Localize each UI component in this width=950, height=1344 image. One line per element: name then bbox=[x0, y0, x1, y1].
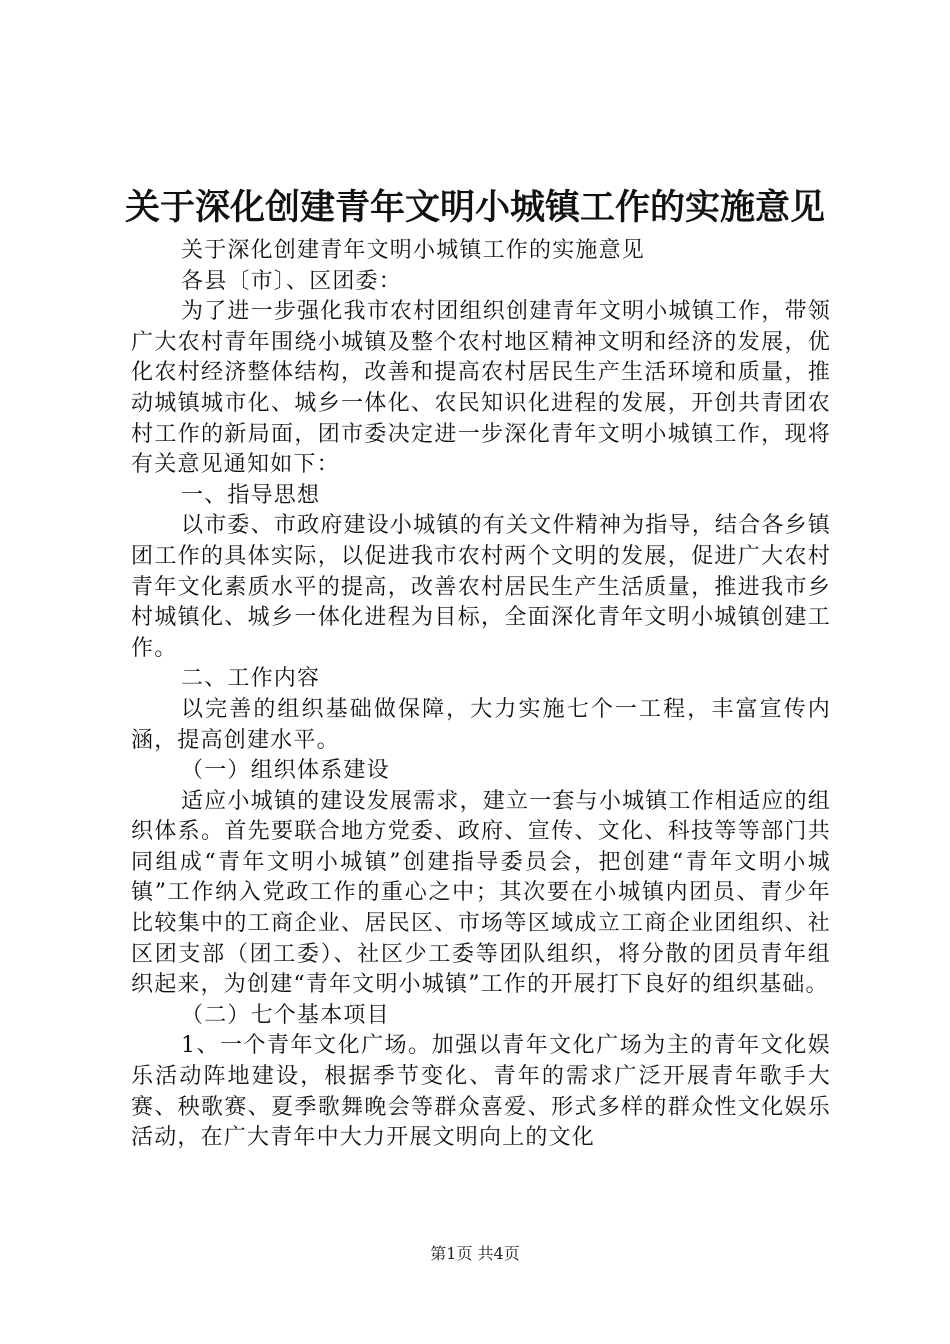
document-title: 关于深化创建青年文明小城镇工作的实施意见 bbox=[124, 187, 825, 228]
paragraph-organization-system: 适应小城镇的建设发展需求，建立一套与小城镇工作相适应的组织体系。首先要联合地方党委、政府、宣传、文化、科技等等部门共同组成“青年文明小城镇”创建指导委员会，把创建“青年文明小城镇”工作纳入党政工作的重心之中；其次要在小城镇内团员、青少年比较集中的工商企业、居民区、市场等区域成立工商企业团组织、社区团支部（团工委）、社区少工委等团队组织，将分散的团员青年组织起来，为创建“青年文明小城镇”工作的开展打下良好的组织基础。 bbox=[131, 788, 831, 998]
paragraph-intro: 为了进一步强化我市农村团组织创建青年文明小城镇工作，带领广大农村青年围绕小城镇及整个农村地区精神文明和经济的发展，优化农村经济整体结构，改善和提高农村居民生产生活环境和质量，推动城镇城市化、城乡一体化、农民知识化进程的发展，开创共青团农村工作的新局面，团市委决定进一步深化青年文明小城镇工作，现将有关意见通知如下： bbox=[131, 299, 831, 478]
paragraph-salutation: 各县〔市〕、区团委： bbox=[181, 268, 403, 294]
heading-work-content: 二、工作内容 bbox=[181, 666, 321, 692]
document-body bbox=[131, 236, 831, 1154]
page-footer: 第1页 共4页 bbox=[430, 1244, 520, 1263]
heading-organization-system: （一）组织体系建设 bbox=[181, 758, 390, 784]
paragraph-guiding-ideology: 以市委、市政府建设小城镇的有关文件精神为指导，结合各乡镇团工作的具体实际，以促进我市农村两个文明的发展，促进广大农村青年文化素质水平的提高，改善农村居民生产生活质量，推进我市乡村城镇化、城乡一体化进程为目标，全面深化青年文明小城镇创建工作。 bbox=[131, 513, 831, 661]
paragraph-culture-square: 1、一个青年文化广场。加强以青年文化广场为主的青年文化娱乐活动阵地建设，根据季节变化、青年的需求广泛开展青年歌手大赛、秧歌赛、夏季歌舞晚会等群众喜爱、形式多样的群众性文化娱乐活动，在广大青年中大力开展文明向上的文化 bbox=[131, 1033, 831, 1151]
heading-seven-projects: （二）七个基本项目 bbox=[181, 1002, 390, 1028]
heading-guiding-ideology: 一、指导思想 bbox=[181, 482, 321, 508]
paragraph-subtitle: 关于深化创建青年文明小城镇工作的实施意见 bbox=[181, 238, 646, 263]
paragraph-work-content: 以完善的组织基础做保障，大力实施七个一工程，丰富宣传内涵，提高创建水平。 bbox=[131, 696, 831, 753]
